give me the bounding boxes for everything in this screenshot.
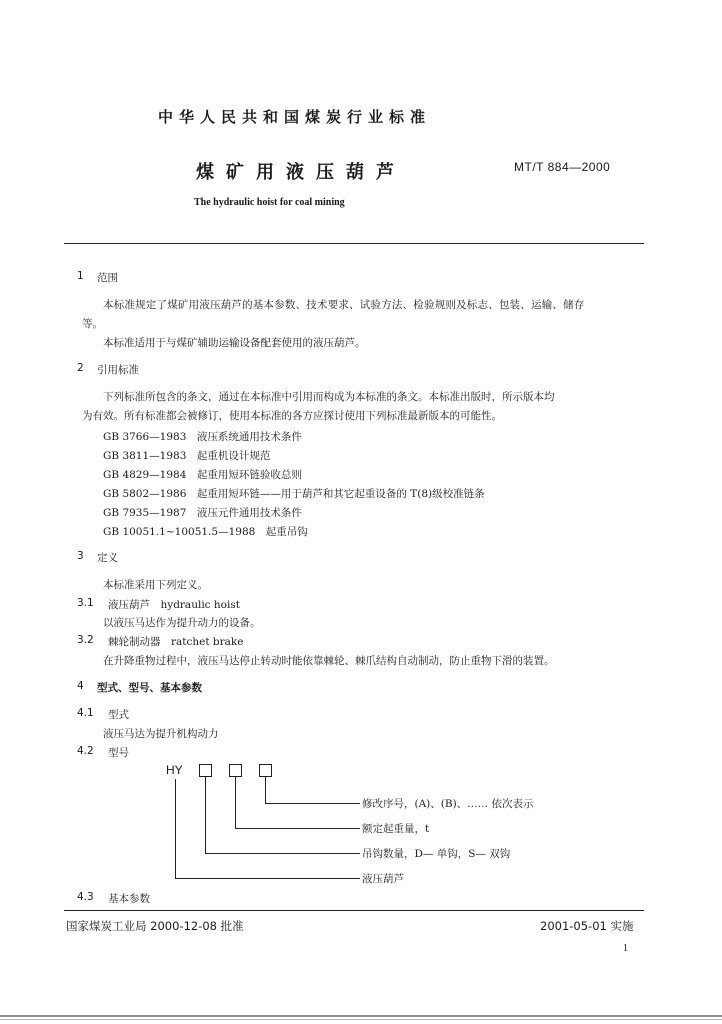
footer-rule <box>64 910 644 911</box>
definition-3-2-number: 3.2 <box>77 634 94 646</box>
section-1-paragraph-1-line-2: 等。 <box>82 318 103 330</box>
section-1-paragraph-1-line-1: 本标准规定了煤矿用液压葫芦的基本参数、技术要求、试验方法、检验规则及标志、包装、运输、储存 <box>103 299 585 311</box>
org-title: 中华人民共和国煤炭行业标准 <box>158 108 432 126</box>
scan-edge-artifact <box>0 1015 722 1017</box>
connector-line <box>235 777 236 828</box>
section-3-title: 定义 <box>97 552 118 564</box>
definition-3-2-text: 在升降重物过程中，液压马达停止转动时能依靠棘轮、棘爪结构自动制动，防止重物下滑的装置。 <box>103 655 555 667</box>
model-field-box-hook <box>199 764 212 777</box>
section-3-intro: 本标准采用下列定义。 <box>103 579 208 591</box>
reference-item: GB 7935—1987 液压元件通用技术条件 <box>103 507 302 519</box>
connector-line <box>265 803 360 804</box>
model-label-capacity: 额定起重量，t <box>362 823 430 835</box>
reference-item: GB 3766—1983 液压系统通用技术条件 <box>103 431 302 443</box>
connector-line <box>235 828 360 829</box>
reference-item: GB 3811—1983 起重机设计规范 <box>103 450 271 462</box>
model-prefix: HY <box>166 763 183 777</box>
section-4-title: 型式、型号、基本参数 <box>97 682 202 694</box>
section-3-number: 3 <box>77 550 84 562</box>
section-4-3-title: 基本参数 <box>108 893 150 905</box>
definition-3-1-text: 以液压马达作为提升动力的设备。 <box>103 617 261 629</box>
model-field-box-capacity <box>229 764 242 777</box>
definition-3-2-term: 棘轮制动器 ratchet brake <box>108 636 244 648</box>
connector-line <box>175 878 360 879</box>
doc-title: 煤矿用液压葫芦 <box>196 162 406 183</box>
section-1-paragraph-2: 本标准适用于与煤矿辅助运输设备配套使用的液压葫芦。 <box>103 337 366 349</box>
page-number: 1 <box>623 943 628 954</box>
section-4-3-number: 4.3 <box>77 891 94 903</box>
model-field-box-revision <box>259 764 272 777</box>
connector-line <box>205 853 360 854</box>
definition-3-1-number: 3.1 <box>77 597 94 609</box>
section-4-2-title: 型号 <box>108 747 129 759</box>
header-rule <box>64 243 644 244</box>
section-4-1-title: 型式 <box>108 709 129 721</box>
section-2-paragraph-line-1: 下列标准所包含的条文，通过在本标准中引用而构成为本标准的条文。本标准出版时，所示版本均 <box>103 391 555 403</box>
model-label-hook-count: 吊钩数量，D— 单钩，S— 双钩 <box>362 848 511 860</box>
section-2-title: 引用标准 <box>97 364 139 376</box>
connector-line <box>175 779 176 878</box>
connector-line <box>205 777 206 853</box>
english-title: The hydraulic hoist for coal mining <box>194 197 345 208</box>
model-label-product: 液压葫芦 <box>362 873 404 885</box>
reference-item: GB 4829—1984 起重用短环链验收总则 <box>103 469 302 481</box>
reference-item: GB 5802—1986 起重用短环链——用于葫芦和其它起重设备的 T(8)级校准链条 <box>103 488 485 500</box>
section-4-number: 4 <box>77 680 84 692</box>
reference-item: GB 10051.1~10051.5—1988 起重吊钩 <box>103 526 308 538</box>
section-1-number: 1 <box>77 270 84 282</box>
section-4-2-number: 4.2 <box>77 745 94 757</box>
section-2-paragraph-line-2: 为有效。所有标准都会被修订，使用本标准的各方应探讨使用下列标准最新版本的可能性。 <box>82 410 502 422</box>
model-label-revision: 修改序号，(A)、(B)、…… 依次表示 <box>362 798 534 810</box>
scan-edge-artifact <box>0 1019 722 1020</box>
section-1-title: 范围 <box>97 272 118 284</box>
standard-number: MT/T 884—2000 <box>514 160 611 174</box>
approval-info: 国家煤炭工业局 2000-12-08 批准 <box>66 919 244 933</box>
connector-line <box>265 777 266 803</box>
section-2-number: 2 <box>77 362 84 374</box>
section-4-1-text: 液压马达为提升机构动力 <box>103 728 219 740</box>
definition-3-1-term: 液压葫芦 hydraulic hoist <box>108 599 240 611</box>
effective-date: 2001-05-01 实施 <box>540 919 634 933</box>
section-4-1-number: 4.1 <box>77 707 94 719</box>
